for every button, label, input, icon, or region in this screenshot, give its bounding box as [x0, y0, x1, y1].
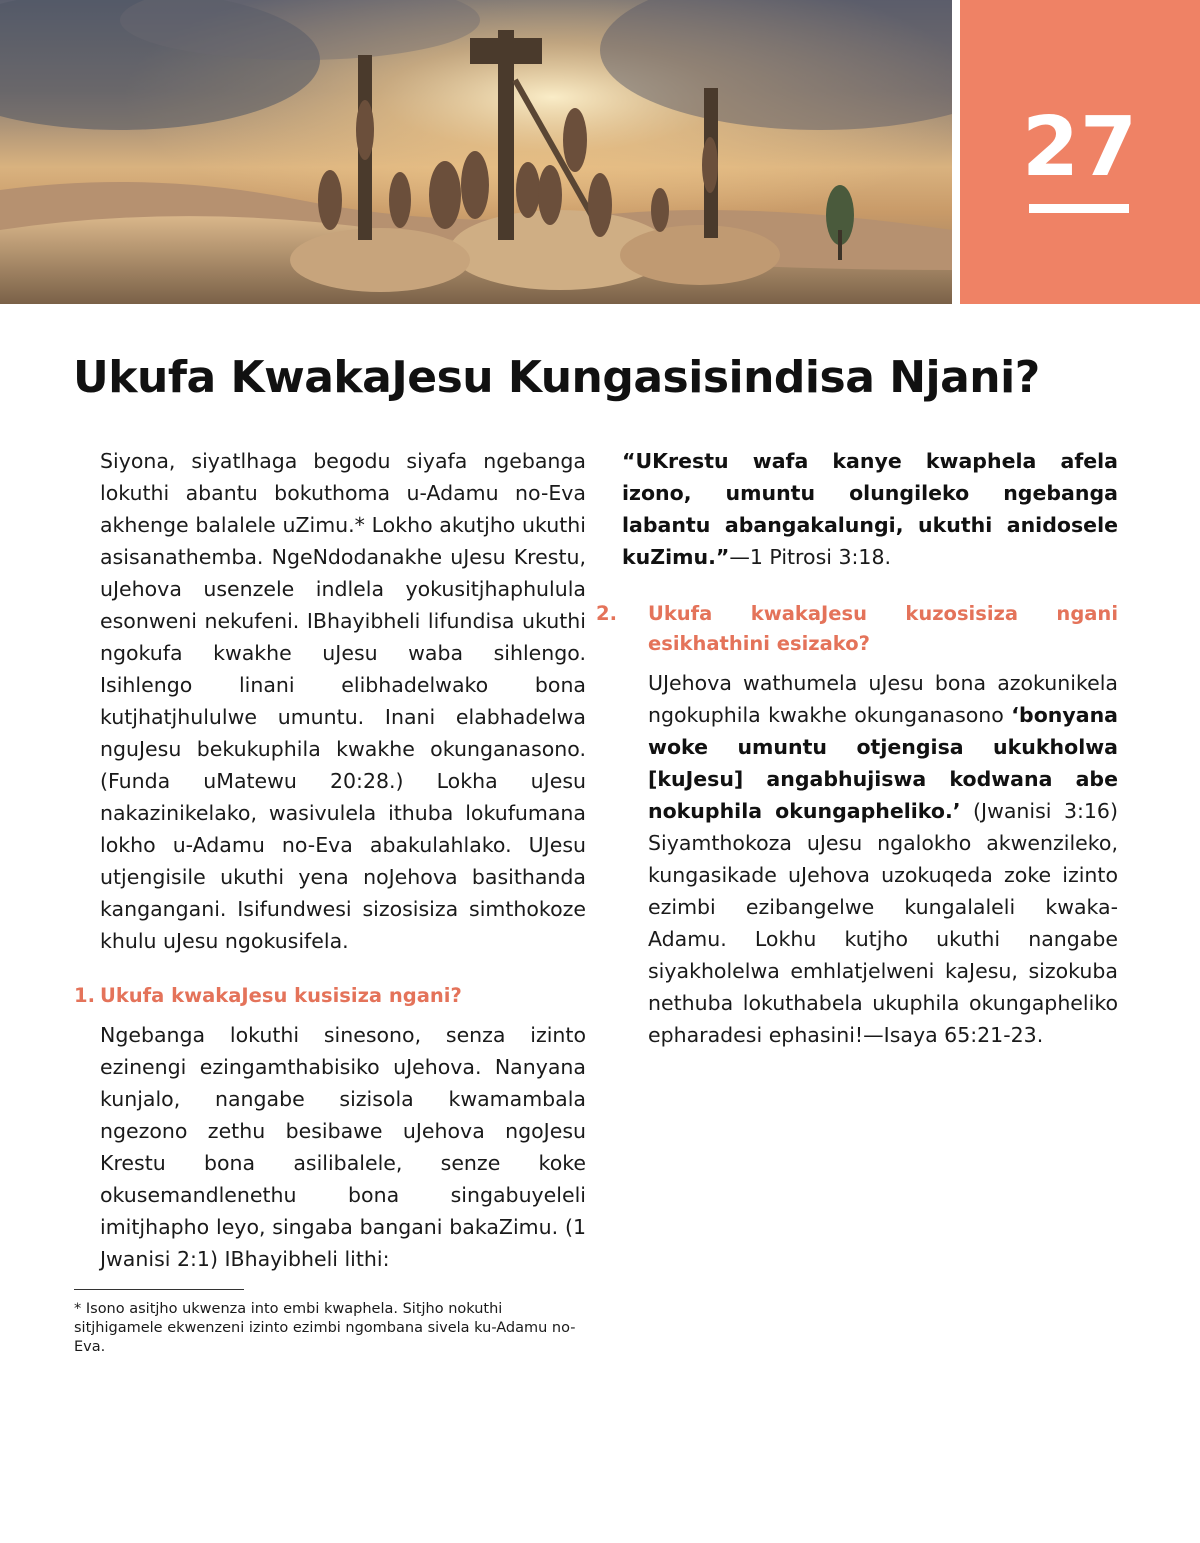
intro-paragraph: Siyona, siyatlhaga begodu siyafa ngebanga lokuthi abantu bokuthoma u-Adamu no-Eva akhenge balalele uZimu.* Lokho akutjho ukuthi asisanathemba. NgeNdodanakhe uJesu Krestu, uJehova usenzele indlela yokusitjhaphulula esonweni nekufeni. IBhayibheli lifundisa ukuthi ngokufa kwakhe uJesu waba sihlengo. Isihlengo linani elibhadelwako bona kutjhatjhululwe umuntu. Inani elabhadelwa nguJesu bekukuphila kwakhe okunganasono. (Funda uMatewu 20:28.) Lokha uJesu nakazinikelako, wasivulela ithuba lokufumana lokho u-Adamu no-Eva abakulahlako. UJesu utjengisile ukuthi yena noJehova basithanda kangangani. Isifundwesi sizosisiza simthokoze khulu uJesu ngokusifela.	[100, 449, 586, 953]
section2-number: 2.	[596, 602, 617, 625]
footnote-divider	[74, 1289, 244, 1290]
lesson-number-rule	[1029, 204, 1129, 213]
section2-quote: ‘bonyana woke umuntu otjengisa ukukholwa [kuJesu] angabhujiswa kodwana abe nokuphila okungapheliko.’	[648, 703, 1118, 823]
section2-text-a: UJehova wathumela uJesu bona azokunikela ngokuphila kwakhe okunganasono	[648, 671, 1118, 727]
section2-paragraph	[622, 667, 1118, 1051]
section2-text-b: (Jwanisi 3:16) Siyamthokoza uJesu ngalokho akwenzileko, kungasikade uJehova uzokuqeda zoke izinto ezimbi ezibangelwe kungalaleli kwaka-Adamu. Lokhu kutjho ukuthi nangabe siyakholelwa emhlatjelweni kaJesu, sizokuba nethuba lokuthabela ukuphila okungapheliko epharadesi ephasini!—Isaya 65:21-23.	[648, 799, 1118, 1047]
section2-question	[596, 599, 1118, 659]
hero-illustration	[0, 0, 952, 304]
section1-question	[74, 981, 586, 1011]
section1-quote: “UKrestu wafa kanye kwaphela afela izono, umuntu olungileko ngebanga labantu abangakalungi, ukuthi anidosele kuZimu.”	[622, 449, 1118, 569]
section1-reference: —1 Pitrosi 3:18.	[729, 545, 892, 569]
left-column	[74, 445, 586, 1357]
section1-paragraph-part1	[74, 1019, 586, 1275]
page-title: Ukufa KwakaJesu Kungasisindisa Njani?	[73, 352, 1040, 403]
footnote: * Isono asitjho ukwenza into embi kwaphela. Sitjho nokuthi sitjhigamele ekwenzeni izinto ezimbi ngombana sivela ku-Adamu no-Eva.	[74, 1301, 576, 1355]
right-column	[596, 445, 1118, 1051]
section1-text: Ngebanga lokuthi sinesono, senza izinto ezinengi ezingamthabisiko uJehova. Nanyana kunjalo, nangabe sizisola kwamambala ngezono zethu besibawe uJehova ngoJesu Krestu bona asilibalele, senze koke okusemandlenethu bona singabuyeleli imitjhapho leyo, singaba bangani bakaZimu. (1 Jwanisi 2:1) IBhayibheli lithi:	[100, 1023, 586, 1271]
section1-paragraph-continuation	[622, 445, 1118, 573]
section2-question-text: Ukufa kwakaJesu kuzosisiza ngani esikhathini esizako?	[648, 602, 1118, 655]
section1-number: 1.	[74, 984, 95, 1007]
crucifixion-scene-image	[0, 0, 952, 304]
lesson-number-box	[960, 0, 1200, 304]
lesson-number: 27	[1021, 100, 1139, 195]
section1-question-text: Ukufa kwakaJesu kusisiza ngani?	[100, 984, 462, 1007]
